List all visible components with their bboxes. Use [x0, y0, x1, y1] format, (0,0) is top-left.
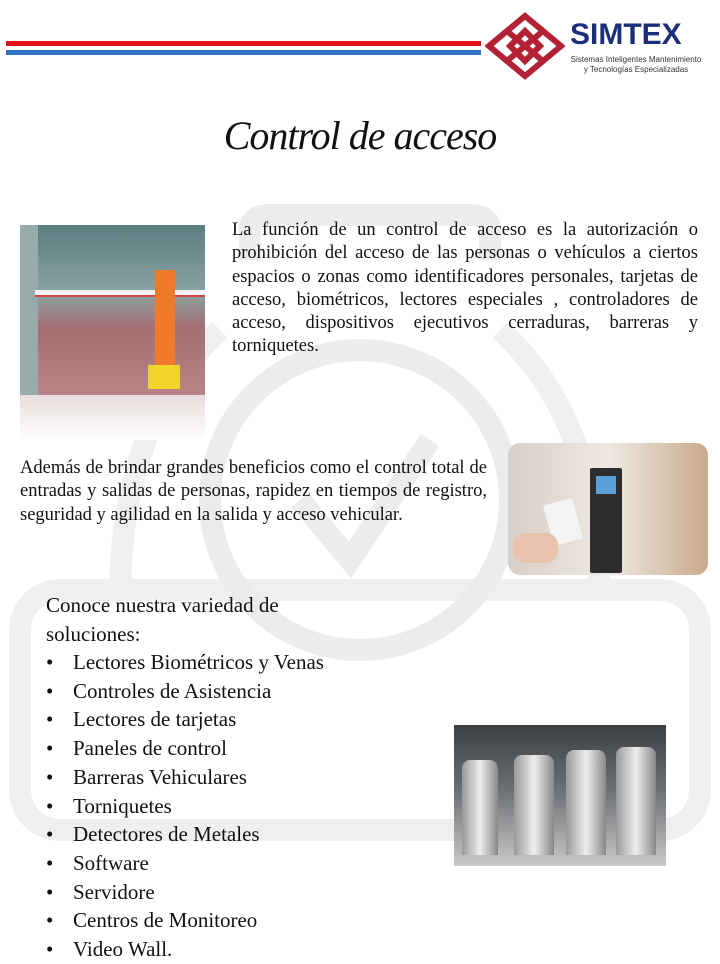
bullet-icon: •: [46, 678, 54, 703]
solution-item-label: Video Wall.: [73, 937, 173, 962]
brand-name: SIMTEX: [570, 18, 682, 51]
turnstiles-image: [454, 725, 666, 866]
solution-item-label: Software: [73, 850, 149, 875]
solutions-intro: Conoce nuestra variedad de soluciones:: [46, 593, 279, 646]
solution-item-label: Lectores de tarjetas: [73, 707, 237, 732]
solution-item-label: Centros de Monitoreo: [73, 908, 258, 933]
benefits-paragraph: Además de brindar grandes beneficios como el control total de entradas y salidas de personas, rapidez en tiempos de registro, seguridad y agilidad en la salida y acceso vehicular.: [20, 458, 487, 525]
solution-item-label: Controles de Asistencia: [73, 678, 272, 703]
solution-item-label: Detectores de Metales: [73, 822, 260, 847]
solution-item-label: Torniquetes: [73, 793, 172, 818]
bullet-icon: •: [46, 850, 54, 875]
solution-item: [46, 648, 324, 677]
bullet-icon: •: [46, 736, 54, 761]
header-blue-stripe: [6, 50, 481, 55]
solution-item: [46, 878, 324, 907]
solution-item-label: Barreras Vehiculares: [73, 764, 247, 789]
solutions-list: [46, 648, 324, 964]
vehicle-barrier-image: [20, 225, 205, 395]
header-red-stripe: [6, 41, 481, 46]
solution-item-label: Servidore: [73, 879, 155, 904]
bullet-icon: •: [46, 764, 54, 789]
bullet-icon: •: [46, 879, 54, 904]
bullet-icon: •: [46, 937, 54, 962]
brand-tagline: Sistemas Inteligentes Mantenimiento y Tecnologías Especializadas: [570, 55, 702, 74]
solution-item: [46, 677, 324, 706]
solution-item: [46, 849, 324, 878]
simtex-logo-knot-icon: [485, 12, 565, 80]
solution-item: [46, 792, 324, 821]
solution-item-label: Lectores Biométricos y Venas: [73, 650, 324, 674]
solution-item: [46, 820, 324, 849]
page-title: Control de acceso: [223, 113, 497, 158]
solution-item: [46, 705, 324, 734]
solution-item: [46, 906, 324, 935]
bullet-icon: •: [46, 707, 54, 732]
bullet-icon: •: [46, 908, 54, 933]
solution-item: [46, 734, 324, 763]
biometric-reader-image: [508, 443, 708, 575]
solution-item: [46, 935, 324, 964]
image-reflection: [20, 395, 205, 440]
solution-item-label: Paneles de control: [73, 736, 227, 761]
solution-item: [46, 763, 324, 792]
bullet-icon: •: [46, 822, 54, 847]
bullet-icon: •: [46, 650, 54, 674]
bullet-icon: •: [46, 793, 54, 818]
intro-paragraph: La función de un control de acceso es la autorización o prohibición del acceso de las personas o vehículos a ciertos espacios o zonas como identificadores personales, tarjetas de acceso, biométricos, lectores especiales , controladores de acceso, dispositivos ejecutivos cerraduras, barreras y torniquetes.: [232, 220, 698, 357]
